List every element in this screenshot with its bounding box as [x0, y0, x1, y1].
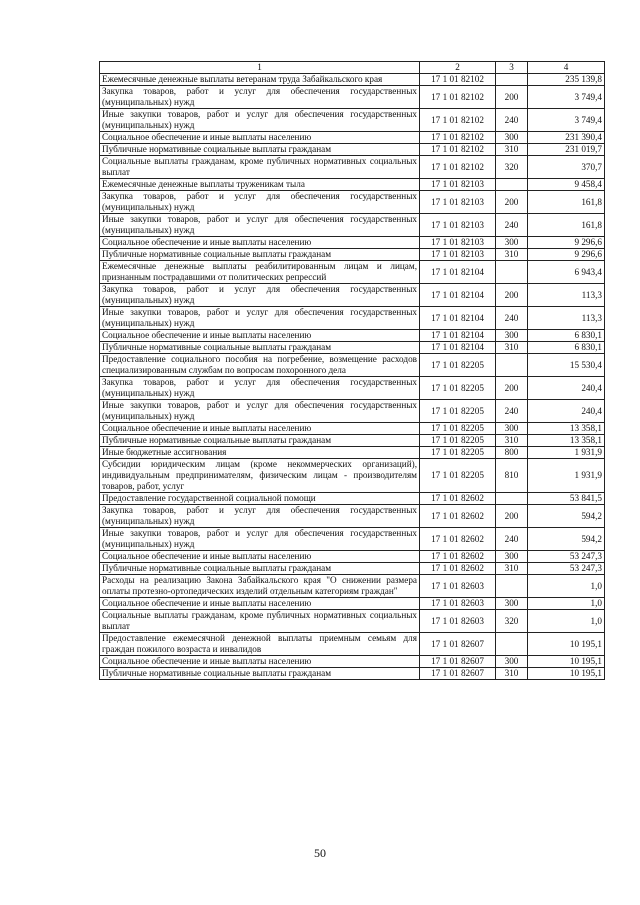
row-code: 17 1 01 82104 — [420, 330, 496, 342]
table-row — [100, 144, 605, 156]
table-header — [100, 62, 605, 74]
row-name: Закупка товаров, работ и услуг для обеспечения государственных (муниципальных) нужд — [100, 191, 420, 214]
row-amount: 113,3 — [528, 307, 605, 330]
row-amount: 6 943,4 — [528, 261, 605, 284]
table-row — [100, 528, 605, 551]
row-expense-type: 300 — [496, 598, 528, 610]
row-code: 17 1 01 82102 — [420, 132, 496, 144]
row-name: Публичные нормативные социальные выплаты гражданам — [100, 435, 420, 447]
row-code: 17 1 01 82103 — [420, 249, 496, 261]
table-row — [100, 633, 605, 656]
row-code: 17 1 01 82102 — [420, 144, 496, 156]
table-row — [100, 261, 605, 284]
row-expense-type: 320 — [496, 610, 528, 633]
row-name: Предоставление государственной социальной помощи — [100, 493, 420, 505]
row-amount: 1,0 — [528, 575, 605, 598]
row-amount: 370,7 — [528, 156, 605, 179]
row-amount: 161,8 — [528, 214, 605, 237]
table-row — [100, 610, 605, 633]
row-expense-type — [496, 633, 528, 656]
row-name: Социальное обеспечение и иные выплаты населению — [100, 132, 420, 144]
table-row — [100, 179, 605, 191]
table-row — [100, 668, 605, 680]
row-code: 17 1 01 82102 — [420, 86, 496, 109]
row-name: Субсидии юридическим лицам (кроме некоммерческих организаций), индивидуальным предпринимателям, физическим лицам - производителям товаров, работ, услуг — [100, 459, 420, 493]
row-expense-type: 310 — [496, 668, 528, 680]
row-expense-type — [496, 179, 528, 191]
row-code: 17 1 01 82205 — [420, 459, 496, 493]
row-name: Иные закупки товаров, работ и услуг для обеспечения государственных (муниципальных) нужд — [100, 528, 420, 551]
row-expense-type: 310 — [496, 249, 528, 261]
table-row — [100, 377, 605, 400]
table-body — [100, 74, 605, 680]
row-code: 17 1 01 82104 — [420, 342, 496, 354]
row-amount: 13 358,1 — [528, 423, 605, 435]
row-expense-type: 300 — [496, 132, 528, 144]
table-row — [100, 435, 605, 447]
row-amount: 1,0 — [528, 610, 605, 633]
row-expense-type: 240 — [496, 214, 528, 237]
row-expense-type: 310 — [496, 435, 528, 447]
row-name: Иные бюджетные ассигнования — [100, 447, 420, 459]
row-name: Иные закупки товаров, работ и услуг для обеспечения государственных (муниципальных) нужд — [100, 307, 420, 330]
row-code: 17 1 01 82102 — [420, 156, 496, 179]
row-expense-type: 300 — [496, 551, 528, 563]
row-name: Иные закупки товаров, работ и услуг для обеспечения государственных (муниципальных) нужд — [100, 214, 420, 237]
row-expense-type: 240 — [496, 109, 528, 132]
row-amount: 9 458,4 — [528, 179, 605, 191]
row-amount: 231 019,7 — [528, 144, 605, 156]
row-expense-type: 310 — [496, 563, 528, 575]
row-expense-type: 200 — [496, 505, 528, 528]
table-row — [100, 493, 605, 505]
table-row — [100, 551, 605, 563]
row-code: 17 1 01 82602 — [420, 563, 496, 575]
row-name: Социальное обеспечение и иные выплаты населению — [100, 551, 420, 563]
row-name: Закупка товаров, работ и услуг для обеспечения государственных (муниципальных) нужд — [100, 284, 420, 307]
row-name: Закупка товаров, работ и услуг для обеспечения государственных (муниципальных) нужд — [100, 377, 420, 400]
row-expense-type: 200 — [496, 284, 528, 307]
row-amount: 231 390,4 — [528, 132, 605, 144]
row-amount: 10 195,1 — [528, 656, 605, 668]
table-row — [100, 191, 605, 214]
row-code: 17 1 01 82205 — [420, 377, 496, 400]
row-name: Социальные выплаты гражданам, кроме публичных нормативных социальных выплат — [100, 156, 420, 179]
row-name: Иные закупки товаров, работ и услуг для обеспечения государственных (муниципальных) нужд — [100, 109, 420, 132]
row-expense-type — [496, 354, 528, 377]
row-code: 17 1 01 82103 — [420, 179, 496, 191]
row-expense-type: 200 — [496, 377, 528, 400]
row-amount: 13 358,1 — [528, 435, 605, 447]
row-expense-type: 310 — [496, 342, 528, 354]
row-code: 17 1 01 82205 — [420, 447, 496, 459]
row-name: Ежемесячные денежные выплаты реабилитированным лицам и лицам, признанным пострадавшими от политических репрессий — [100, 261, 420, 284]
row-code: 17 1 01 82602 — [420, 505, 496, 528]
row-name: Публичные нормативные социальные выплаты гражданам — [100, 668, 420, 680]
table-row — [100, 249, 605, 261]
row-name: Социальное обеспечение и иные выплаты населению — [100, 423, 420, 435]
row-code: 17 1 01 82104 — [420, 261, 496, 284]
row-amount: 15 530,4 — [528, 354, 605, 377]
table-row — [100, 330, 605, 342]
row-code: 17 1 01 82104 — [420, 307, 496, 330]
row-code: 17 1 01 82607 — [420, 656, 496, 668]
row-code: 17 1 01 82607 — [420, 668, 496, 680]
row-code: 17 1 01 82205 — [420, 354, 496, 377]
row-amount: 240,4 — [528, 377, 605, 400]
row-code: 17 1 01 82205 — [420, 435, 496, 447]
row-name: Социальное обеспечение и иные выплаты населению — [100, 330, 420, 342]
row-amount: 10 195,1 — [528, 633, 605, 656]
row-amount: 1 931,9 — [528, 459, 605, 493]
row-code: 17 1 01 82603 — [420, 598, 496, 610]
row-name: Расходы на реализацию Закона Забайкальского края "О снижении размера оплаты протезно-ортопедических изделий отдельным категориям граждан" — [100, 575, 420, 598]
row-expense-type: 300 — [496, 656, 528, 668]
row-amount: 53 247,3 — [528, 563, 605, 575]
header-col-4: 4 — [528, 62, 605, 74]
table-row — [100, 307, 605, 330]
row-code: 17 1 01 82205 — [420, 423, 496, 435]
row-expense-type: 320 — [496, 156, 528, 179]
row-code: 17 1 01 82602 — [420, 551, 496, 563]
row-amount: 235 139,8 — [528, 74, 605, 86]
table-row — [100, 598, 605, 610]
row-amount: 161,8 — [528, 191, 605, 214]
row-expense-type: 240 — [496, 400, 528, 423]
row-code: 17 1 01 82102 — [420, 74, 496, 86]
row-amount: 594,2 — [528, 528, 605, 551]
row-code: 17 1 01 82603 — [420, 610, 496, 633]
row-amount: 3 749,4 — [528, 86, 605, 109]
table-row — [100, 400, 605, 423]
row-amount: 9 296,6 — [528, 249, 605, 261]
row-expense-type: 300 — [496, 330, 528, 342]
row-expense-type: 200 — [496, 191, 528, 214]
header-col-1: 1 — [100, 62, 420, 74]
row-expense-type: 240 — [496, 528, 528, 551]
row-name: Предоставление социального пособия на погребение, возмещение расходов специализированным службам по вопросам похоронного дела — [100, 354, 420, 377]
row-code: 17 1 01 82602 — [420, 493, 496, 505]
row-code: 17 1 01 82603 — [420, 575, 496, 598]
table-row — [100, 237, 605, 249]
row-name: Социальные выплаты гражданам, кроме публичных нормативных социальных выплат — [100, 610, 420, 633]
row-expense-type: 810 — [496, 459, 528, 493]
row-expense-type: 300 — [496, 237, 528, 249]
row-name: Закупка товаров, работ и услуг для обеспечения государственных (муниципальных) нужд — [100, 86, 420, 109]
row-name: Предоставление ежемесячной денежной выплаты приемным семьям для граждан пожилого возраста и инвалидов — [100, 633, 420, 656]
row-name: Публичные нормативные социальные выплаты гражданам — [100, 249, 420, 261]
row-name: Закупка товаров, работ и услуг для обеспечения государственных (муниципальных) нужд — [100, 505, 420, 528]
row-name: Социальное обеспечение и иные выплаты населению — [100, 656, 420, 668]
row-amount: 594,2 — [528, 505, 605, 528]
row-code: 17 1 01 82103 — [420, 191, 496, 214]
row-code: 17 1 01 82602 — [420, 528, 496, 551]
row-code: 17 1 01 82102 — [420, 109, 496, 132]
row-expense-type: 800 — [496, 447, 528, 459]
row-code: 17 1 01 82103 — [420, 214, 496, 237]
table-row — [100, 447, 605, 459]
row-amount: 3 749,4 — [528, 109, 605, 132]
row-expense-type: 300 — [496, 423, 528, 435]
row-expense-type — [496, 74, 528, 86]
table-row — [100, 505, 605, 528]
row-name: Публичные нормативные социальные выплаты гражданам — [100, 563, 420, 575]
row-code: 17 1 01 82205 — [420, 400, 496, 423]
header-col-3: 3 — [496, 62, 528, 74]
table-row — [100, 284, 605, 307]
row-expense-type: 240 — [496, 307, 528, 330]
row-name: Социальное обеспечение и иные выплаты населению — [100, 598, 420, 610]
row-amount: 53 841,5 — [528, 493, 605, 505]
table-row — [100, 156, 605, 179]
budget-table — [99, 61, 605, 680]
row-expense-type — [496, 493, 528, 505]
table-row — [100, 354, 605, 377]
row-name: Социальное обеспечение и иные выплаты населению — [100, 237, 420, 249]
row-expense-type — [496, 575, 528, 598]
row-expense-type — [496, 261, 528, 284]
row-name: Ежемесячные денежные выплаты ветеранам труда Забайкальского края — [100, 74, 420, 86]
row-amount: 240,4 — [528, 400, 605, 423]
row-amount: 1 931,9 — [528, 447, 605, 459]
table-row — [100, 74, 605, 86]
row-code: 17 1 01 82607 — [420, 633, 496, 656]
row-amount: 113,3 — [528, 284, 605, 307]
row-name: Публичные нормативные социальные выплаты гражданам — [100, 342, 420, 354]
row-amount: 53 247,3 — [528, 551, 605, 563]
table-row — [100, 459, 605, 493]
row-amount: 6 830,1 — [528, 342, 605, 354]
row-expense-type: 200 — [496, 86, 528, 109]
table-row — [100, 342, 605, 354]
row-amount: 6 830,1 — [528, 330, 605, 342]
table-row — [100, 214, 605, 237]
row-expense-type: 310 — [496, 144, 528, 156]
table-row — [100, 563, 605, 575]
table-row — [100, 132, 605, 144]
table-row — [100, 656, 605, 668]
header-col-2: 2 — [420, 62, 496, 74]
table-row — [100, 86, 605, 109]
row-code: 17 1 01 82103 — [420, 237, 496, 249]
table-row — [100, 575, 605, 598]
page-number: 50 — [314, 846, 326, 860]
row-amount: 1,0 — [528, 598, 605, 610]
row-name: Ежемесячные денежные выплаты труженикам тыла — [100, 179, 420, 191]
row-name: Иные закупки товаров, работ и услуг для обеспечения государственных (муниципальных) нужд — [100, 400, 420, 423]
row-name: Публичные нормативные социальные выплаты гражданам — [100, 144, 420, 156]
table-row — [100, 109, 605, 132]
row-amount: 9 296,6 — [528, 237, 605, 249]
row-amount: 10 195,1 — [528, 668, 605, 680]
table-row — [100, 423, 605, 435]
row-code: 17 1 01 82104 — [420, 284, 496, 307]
